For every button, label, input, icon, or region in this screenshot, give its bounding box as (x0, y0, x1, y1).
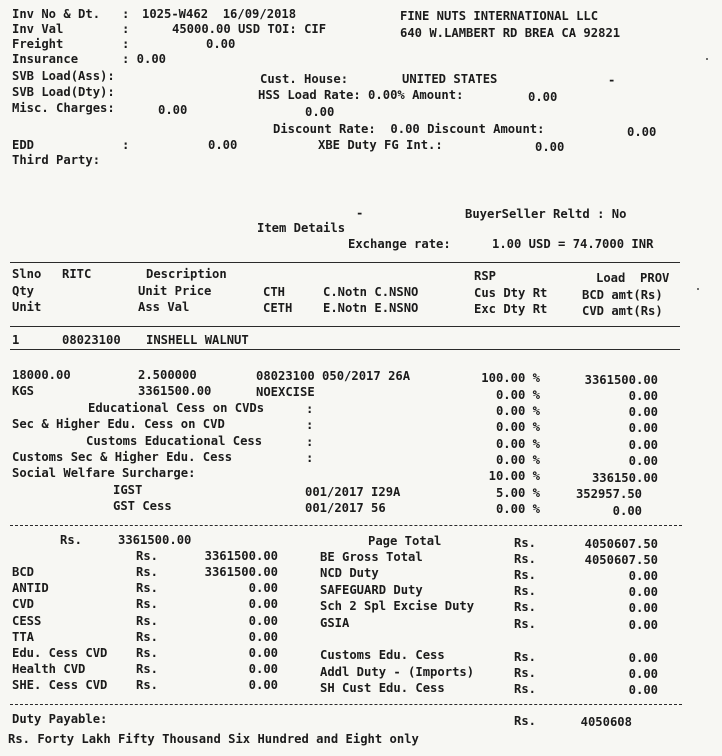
hss-second-value: 0.00 (305, 105, 335, 119)
cess-colon: : (306, 435, 314, 449)
page-total-label: Page Total (368, 534, 442, 548)
buyer-seller-related: BuyerSeller Reltd : No (465, 207, 627, 221)
summary-left-amount: 0.00 (248, 581, 278, 595)
cess-label: Educational Cess on CVDs (88, 401, 265, 415)
summary-right-label: NCD Duty (320, 566, 379, 580)
exchange-rate-value: 1.00 USD = 74.7000 INR (492, 237, 654, 251)
summary-rs-total: 3361500.00 (118, 533, 192, 547)
summary-right-label: Sch 2 Spl Excise Duty (320, 599, 475, 613)
summary-left-amount: 0.00 (248, 678, 278, 692)
cess-amount: 352957.50 (575, 487, 642, 501)
summary-left-amount: 0.00 (248, 597, 278, 611)
be-gross-value: 4050607.50 (584, 553, 658, 567)
item-cvd-amt: 0.00 (628, 389, 658, 403)
summary-rs: Rs. (514, 600, 537, 614)
cess-rate: 0.00 % (495, 502, 540, 516)
summary-left-label: Edu. Cess CVD (12, 646, 108, 660)
summary-rs: Rs. (136, 646, 159, 660)
summary-rs: Rs. (136, 581, 159, 595)
cess-colon: : (306, 418, 314, 432)
inv-val-colon: : (122, 22, 130, 36)
summary-bottom-rule (10, 704, 682, 705)
company-name: FINE NUTS INTERNATIONAL LLC (400, 9, 599, 23)
item-ass-val: 3361500.00 (138, 384, 212, 398)
discount-amount: 0.00 (627, 125, 657, 139)
duty-payable-rs: Rs. (514, 714, 537, 728)
cess-label: Social Welfare Surcharge: (12, 466, 196, 480)
svb-ass-label: SVB Load(Ass): (12, 69, 115, 83)
col-c-notn: C.Notn C.NSNO (323, 285, 419, 299)
edd-colon: : (122, 138, 130, 152)
item-unit: KGS (12, 384, 35, 398)
summary-rs-label: Rs. (60, 533, 83, 547)
col-description: Description (146, 267, 227, 281)
third-party-label: Third Party: (12, 153, 101, 167)
summary-rs: Rs. (514, 568, 537, 582)
scan-speck (697, 288, 699, 290)
summary-left-amount: 0.00 (248, 614, 278, 628)
column-header-top-rule (10, 262, 680, 263)
summary-right-label: Customs Edu. Cess (320, 648, 445, 662)
summary-left-label: Health CVD (12, 662, 86, 676)
summary-rs: Rs. (136, 549, 159, 563)
cess-label: Customs Educational Cess (86, 434, 263, 448)
summary-right-label: Addl Duty - (Imports) (320, 665, 475, 679)
freight-label: Freight (12, 37, 64, 51)
summary-rs: Rs. (136, 614, 159, 628)
cess-amount: 0.00 (628, 405, 658, 419)
summary-rs: Rs. (514, 650, 537, 664)
item-cus-rate: 100.00 % (481, 371, 540, 385)
summary-top-rule (10, 525, 682, 526)
col-qty: Qty (12, 284, 35, 298)
cess-label: Sec & Higher Edu. Cess on CVD (12, 417, 225, 431)
edd-value: 0.00 (208, 138, 238, 152)
item-slno: 1 (12, 333, 20, 347)
page-total-rs: Rs. (514, 536, 537, 550)
col-cth: CTH (263, 285, 286, 299)
cess-rate: 0.00 % (495, 420, 540, 434)
inv-val-label: Inv Val (12, 22, 64, 36)
summary-left-label: BCD (12, 565, 35, 579)
cess-amount: 0.00 (628, 438, 658, 452)
freight-value: 0.00 (206, 37, 236, 51)
duty-payable-label: Duty Payable: (12, 712, 108, 726)
col-e-notn: E.Notn E.NSNO (323, 301, 419, 315)
summary-rs: Rs. (136, 565, 159, 579)
cess-amount: 0.00 (628, 421, 658, 435)
summary-rs: Rs. (136, 662, 159, 676)
summary-right-amount: 0.00 (628, 667, 658, 681)
xbe-duty-value: 0.00 (535, 140, 565, 154)
be-gross-label: BE Gross Total (320, 550, 423, 564)
summary-left-label: SHE. Cess CVD (12, 678, 108, 692)
freight-colon: : (122, 37, 130, 51)
summary-right-amount: 0.00 (628, 585, 658, 599)
summary-rs: Rs. (514, 666, 537, 680)
misc-charges-label: Misc. Charges: (12, 101, 115, 115)
summary-rs: Rs. (136, 678, 159, 692)
exchange-rate-label: Exchange rate: (348, 237, 451, 251)
col-cus-dty-rt: Cus Dty Rt (474, 286, 548, 300)
hss-amount: 0.00 (528, 90, 558, 104)
cess-amount: 336150.00 (591, 471, 658, 485)
amount-in-words: Rs. Forty Lakh Fifty Thousand Six Hundred and Eight only (8, 732, 419, 746)
cess-label: Customs Sec & Higher Edu. Cess (12, 450, 233, 464)
col-ritc: RITC (62, 267, 92, 281)
summary-rs: Rs. (136, 630, 159, 644)
inv-no-value: 1025-W462 16/09/2018 (142, 7, 297, 21)
summary-left-label: CVD (12, 597, 35, 611)
col-ass-val: Ass Val (138, 300, 190, 314)
company-address: 640 W.LAMBERT RD BREA CA 92821 (400, 26, 621, 40)
summary-left-amount: 3361500.00 (204, 565, 278, 579)
be-gross-rs: Rs. (514, 552, 537, 566)
col-unit: Unit (12, 300, 42, 314)
col-cvd-amt: CVD amt(Rs) (582, 304, 663, 318)
cess-label: IGST (113, 483, 143, 497)
insurance-value: : 0.00 (122, 52, 167, 66)
summary-left-label: TTA (12, 630, 35, 644)
summary-right-amount: 0.00 (628, 569, 658, 583)
cess-rate: 0.00 % (495, 453, 540, 467)
cess-rate: 5.00 % (495, 486, 540, 500)
item-exc-rate: 0.00 % (495, 388, 540, 402)
inv-no-label: Inv No & Dt. (12, 7, 101, 21)
cess-rate: 0.00 % (495, 404, 540, 418)
inv-val-value: 45000.00 USD TOI: CIF (172, 22, 327, 36)
item-ceth: NOEXCISE (256, 385, 315, 399)
item-bcd-amt: 3361500.00 (584, 373, 658, 387)
cess-amount: 0.00 (612, 504, 642, 518)
summary-left-amount: 3361500.00 (204, 549, 278, 563)
misc-charges-value: 0.00 (158, 103, 188, 117)
summary-left-amount: 0.00 (248, 662, 278, 676)
summary-right-label: GSIA (320, 616, 350, 630)
cust-house-value: UNITED STATES (402, 72, 498, 86)
col-unit-price: Unit Price (138, 284, 212, 298)
summary-right-amount: 0.00 (628, 683, 658, 697)
summary-rs: Rs. (514, 617, 537, 631)
summary-rs: Rs. (514, 584, 537, 598)
cust-house-label: Cust. House: (260, 72, 349, 86)
summary-left-amount: 0.00 (248, 630, 278, 644)
col-slno: Slno (12, 267, 42, 281)
svb-dty-label: SVB Load(Dty): (12, 85, 115, 99)
insurance-label: Insurance (12, 52, 79, 66)
stray-dash-mark: - (608, 73, 616, 87)
item-description: INSHELL WALNUT (146, 333, 249, 347)
cess-colon: : (306, 451, 314, 465)
cess-rate: 10.00 % (488, 469, 540, 483)
col-bcd-amt: BCD amt(Rs) (582, 288, 663, 302)
summary-left-label: ANTID (12, 581, 49, 595)
summary-rs: Rs. (136, 597, 159, 611)
cess-colon: : (306, 402, 314, 416)
hss-load-label: HSS Load Rate: 0.00% Amount: (258, 88, 464, 102)
stray-dash-mark: - (356, 206, 364, 220)
cess-notification: 001/2017 I29A (305, 485, 401, 499)
summary-left-label: CESS (12, 614, 42, 628)
duty-payable-value: 4050608 (580, 715, 632, 729)
col-ceth: CETH (263, 301, 293, 315)
edd-label: EDD (12, 138, 35, 152)
summary-right-amount: 0.00 (628, 601, 658, 615)
cess-amount: 0.00 (628, 454, 658, 468)
summary-left-amount: 0.00 (248, 646, 278, 660)
page-total-value: 4050607.50 (584, 537, 658, 551)
cess-label: GST Cess (113, 499, 172, 513)
col-rsp: RSP (474, 269, 497, 283)
summary-right-amount: 0.00 (628, 651, 658, 665)
col-exc-dty-rt: Exc Dty Rt (474, 302, 548, 316)
scan-speck (706, 58, 708, 60)
summary-rs: Rs. (514, 682, 537, 696)
summary-right-label: SAFEGUARD Duty (320, 583, 423, 597)
item-rule (10, 349, 680, 350)
cess-notification: 001/2017 56 (305, 501, 386, 515)
column-header-bottom-rule (10, 326, 680, 327)
cess-rate: 0.00 % (495, 437, 540, 451)
col-load-prov: Load PROV (596, 271, 670, 285)
item-unit-price: 2.500000 (138, 368, 197, 382)
xbe-duty-label: XBE Duty FG Int.: (318, 138, 443, 152)
inv-no-colon: : (122, 7, 130, 21)
item-qty: 18000.00 (12, 368, 71, 382)
item-cth-notn: 08023100 050/2017 26A (256, 369, 411, 383)
item-ritc: 08023100 (62, 333, 121, 347)
summary-right-amount: 0.00 (628, 618, 658, 632)
item-details-title: Item Details (257, 221, 346, 235)
summary-right-label: SH Cust Edu. Cess (320, 681, 445, 695)
discount-label: Discount Rate: 0.00 Discount Amount: (273, 122, 545, 136)
